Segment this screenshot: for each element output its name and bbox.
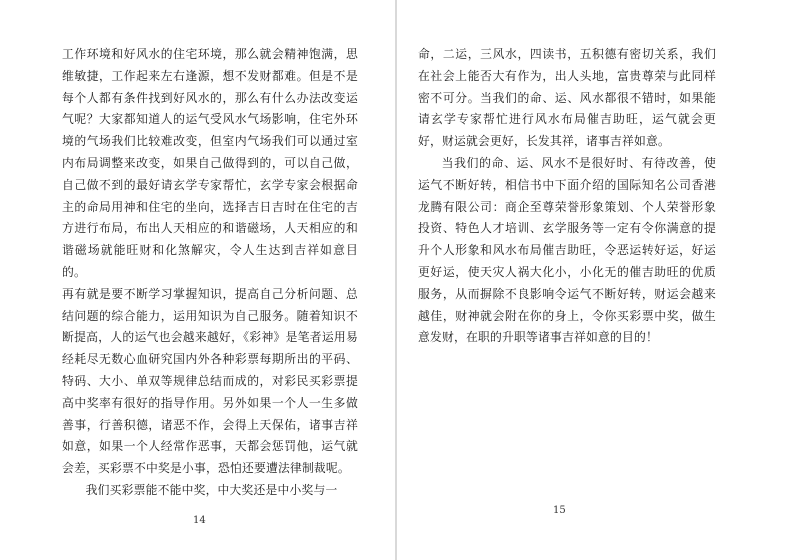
right-page-text <box>418 44 716 349</box>
left-paragraph-3: 我们买彩票能不能中奖，中大奖还是中小奖与一 <box>85 482 338 497</box>
left-page <box>0 0 396 560</box>
left-page-text <box>62 44 358 502</box>
page-number-left: 14 <box>193 515 206 526</box>
right-page <box>396 0 793 560</box>
left-paragraph-2: 再有就是要不断学习掌握知识，提高自己分析问题、总结问题的综合能力，运用知识为自己服务。随着知识不断提高，人的运气也会越来越好，《彩神》是笔者运用易经耗尽无数心血研究国内外各种彩票每期所出的平码、特码、大小、单双等规律总结而成的，对彩民买彩票提高中奖率有很好的指导作用。另外如果一个人一生多做善事，行善积德，诸恶不作，会得上天保佑，诸事吉祥如意，如果一个人经常作恶事，天都会惩罚他，运气就会差，买彩票不中奖是小事，恐怕还要遭法律制裁呢。 <box>62 286 358 476</box>
right-paragraph-1: 命，二运，三风水，四读书，五积德有密切关系，我们在社会上能否大有作为，出人头地，富贵尊荣与此同样密不可分。当我们的命、运、风水都很不错时，如果能请玄学专家帮忙进行风水布局催吉助旺，运气就会更好，财运就会更好，长发其祥，诸事吉祥如意。 <box>418 47 716 149</box>
page-number-right: 15 <box>553 505 566 516</box>
right-paragraph-2: 当我们的命、运、风水不是很好时、有待改善，使运气不断好转，相信书中下面介绍的国际知名公司香港龙腾有限公司：商企至尊荣誉形象策划、个人荣誉形象投资、特色人才培训、玄学服务等一定有令你满意的提升个人形象和风水布局催吉助旺，令恶运转好运，好运更好运，使天灾人祸大化小，小化无的催吉助旺的优质服务，从而摒除不良影响令运气不断好转，财运会越来越佳，财神就会附在你的身上，令你买彩票中奖，做生意发财，在职的升职等诸事吉祥如意的目的！ <box>418 155 716 345</box>
left-paragraph-1: 工作环境和好风水的住宅环境，那么就会精神饱满，思维敏捷，工作起来左右逢源，想不发财都难。但是不是每个人都有条件找到好风水的，那么有什么办法改变运气呢？大家都知道人的运气受风水气场影响，住宅外环境的气场我们比较难改变，但室内气场我们可以通过室内布局调整来改变，如果自己做得到的，可以自己做，自己做不到的最好请玄学专家帮忙，玄学专家会根据命主的命局用神和住宅的坐向，选择吉日吉时在住宅的吉方进行布局，布出人天相应的和谐磁场，人天相应的和谐磁场就能旺财和化煞解灾，令人生达到吉祥如意目的。 <box>62 47 358 279</box>
